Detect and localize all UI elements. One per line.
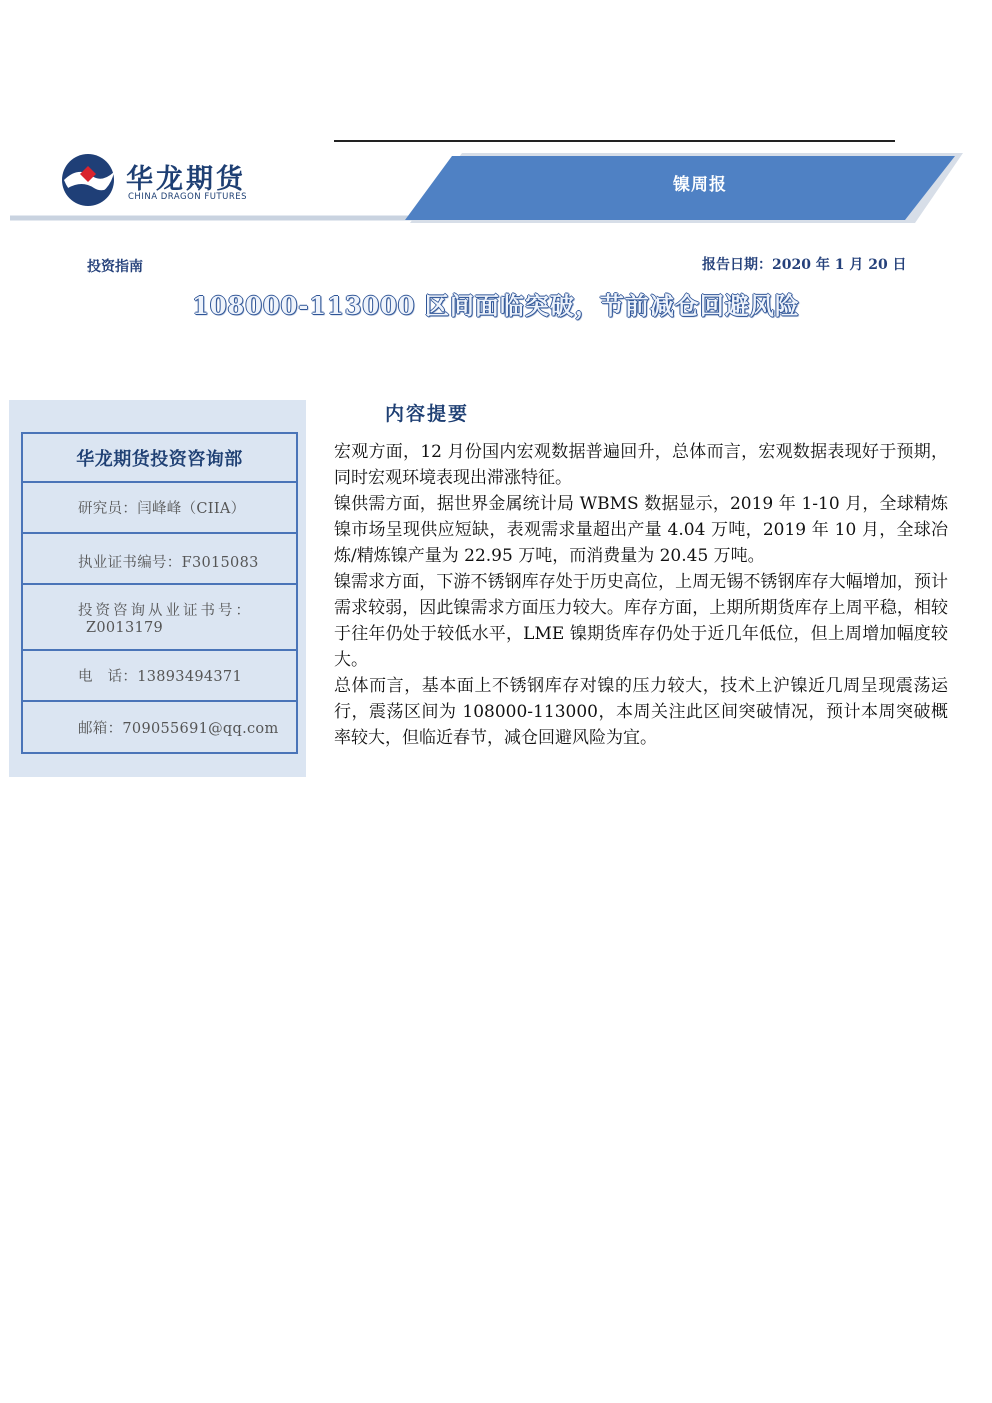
department-name: 华龙期货投资咨询部 <box>23 434 296 483</box>
consulting-license <box>23 585 296 651</box>
summary-paragraph-macro: 宏观方面，12 月份国内宏观数据普遍回升，总体而言，宏观数据表现好于预期，同时宏观环境表现出滞涨特征。 <box>334 442 948 488</box>
license-number: 执业证书编号：F3015083 <box>23 534 296 585</box>
category-label: 投资指南 <box>87 259 143 275</box>
logo-chinese-name: 华龙期货 <box>126 164 246 195</box>
summary-title: 内容提要 <box>385 403 470 425</box>
report-type-title: 镍周报 <box>673 175 727 195</box>
report-date: 报告日期：2020 年 1 月 20 日 <box>702 257 907 273</box>
summary-paragraph-demand: 镍需求方面，下游不锈钢库存处于历史高位，上周无锡不锈钢库存大幅增加，预计需求较弱，因此镍需求方面压力较大。库存方面，上期所期货库存上周平稳，相较于往年仍处于较低水平，LME 镍期货库存仍处于近几年低位，但上周增加幅度较大。 <box>334 572 948 670</box>
summary-body <box>334 439 948 751</box>
summary-paragraph-supply: 镍供需方面，据世界金属统计局 WBMS 数据显示，2019 年 1-10 月，全球精炼镍市场呈现供应短缺，表观需求量超出产量 4.04 万吨，2019 年 10 月，全球冶炼/精炼镍产量为 22.95 万吨，而消费量为 20.45 万吨。 <box>334 494 948 566</box>
consulting-license-number: Z0013179 <box>86 619 164 636</box>
researcher-name: 研究员：闫峰峰（CIIA） <box>23 483 296 534</box>
logo-english-name: CHINA DRAGON FUTURES <box>128 192 248 202</box>
phone-number: 电 话：13893494371 <box>23 651 296 702</box>
report-headline: 108000-113000 区间面临突破，节前减仓回避风险 <box>192 291 800 320</box>
email-address: 邮箱：709055691@qq.com <box>78 720 279 737</box>
analyst-info-table <box>21 432 298 754</box>
header-rule <box>334 140 895 142</box>
consulting-license-label: 投资咨询从业证书号： <box>78 602 253 619</box>
summary-paragraph-conclusion: 总体而言，基本面上不锈钢库存对镍的压力较大，技术上沪镍近几周呈现震荡运行，震荡区间为 108000-113000，本周关注此区间突破情况，预计本周突破概率较大，但临近春节，减仓回避风险为宜。 <box>334 676 948 748</box>
